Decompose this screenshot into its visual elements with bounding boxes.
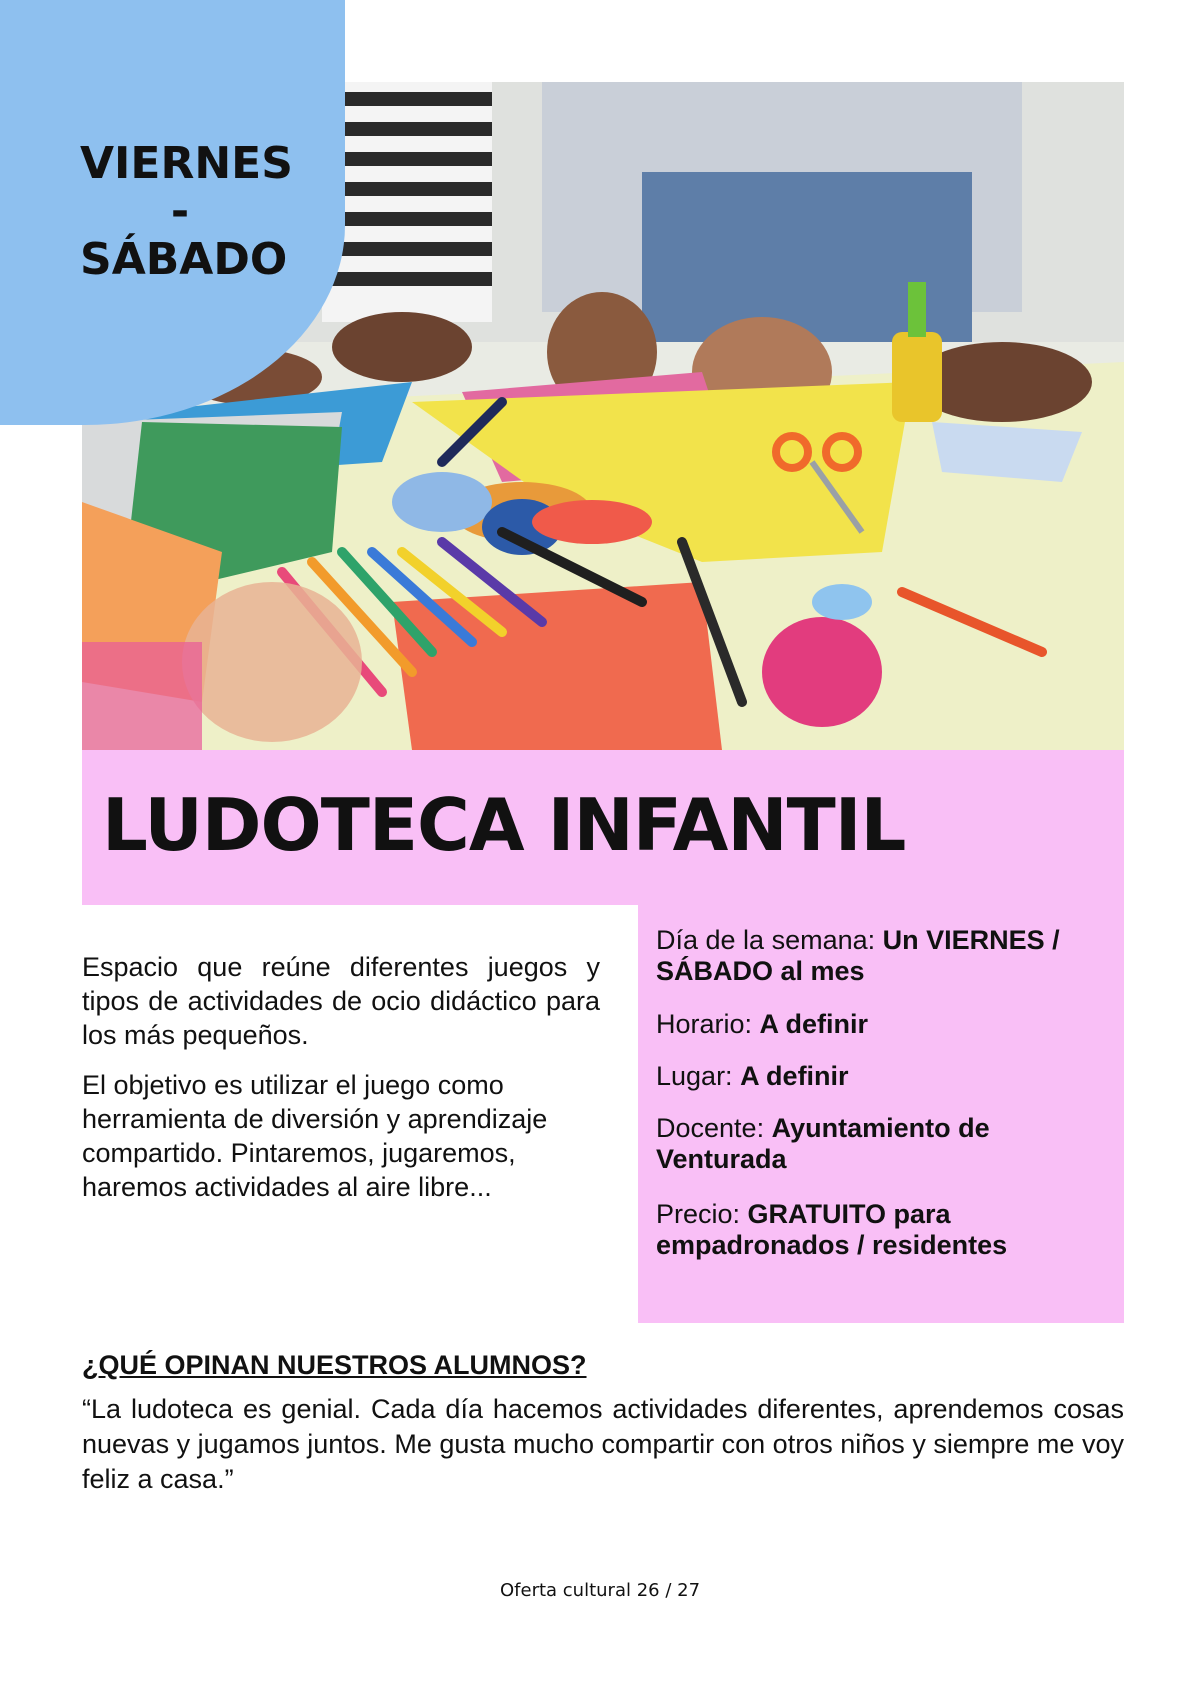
info-teacher-label: Docente: <box>656 1113 772 1143</box>
page-title: LUDOTECA INFANTIL <box>102 783 906 867</box>
info-place-label: Lugar: <box>656 1061 741 1091</box>
page-footer: Oferta cultural 26 / 27 <box>499 1580 701 1601</box>
info-teacher <box>656 1113 1106 1175</box>
title-band <box>82 750 1124 905</box>
info-day <box>656 925 1106 987</box>
info-price <box>656 1199 1106 1261</box>
opinions-section <box>82 1348 1124 1497</box>
description-paragraph-1: Espacio que reúne diferentes juegos y tipos de actividades de ocio didáctico para los más pequeños. <box>82 952 600 1050</box>
opinion-quote: “La ludoteca es genial. Cada día hacemos actividades diferentes, aprendemos cosas nuevas y jugamos juntos. Me gusta mucho compartir con otros niños y siempre me voy feliz a casa.” <box>82 1394 1124 1494</box>
info-teacher-value: Ayuntamiento de Venturada <box>656 1113 990 1174</box>
info-box <box>638 905 1124 1323</box>
info-schedule <box>656 1009 1106 1040</box>
day-label <box>80 138 293 285</box>
info-place-value: A definir <box>740 1061 849 1091</box>
day-separator: - <box>170 186 190 237</box>
info-price-value: GRATUITO para empadronados / residentes <box>656 1199 1008 1260</box>
description-paragraph-2: El objetivo es utilizar el juego como herramienta de diversión y aprendizaje compartido. Pintaremos, jugaremos, haremos actividades al aire libre... <box>82 1070 548 1202</box>
opinions-heading: ¿QUÉ OPINAN NUESTROS ALUMNOS? <box>82 1350 587 1380</box>
info-day-value: Un VIERNES / SÁBADO al mes <box>656 925 1060 986</box>
info-schedule-label: Horario: <box>656 1009 760 1039</box>
info-day-label: Día de la semana: <box>656 925 883 955</box>
description <box>82 950 600 1220</box>
info-schedule-value: A definir <box>759 1009 869 1039</box>
day-line2: SÁBADO <box>80 234 288 285</box>
day-line1: VIERNES <box>80 138 293 189</box>
info-price-label: Precio: <box>656 1199 748 1229</box>
info-place <box>656 1061 1106 1092</box>
